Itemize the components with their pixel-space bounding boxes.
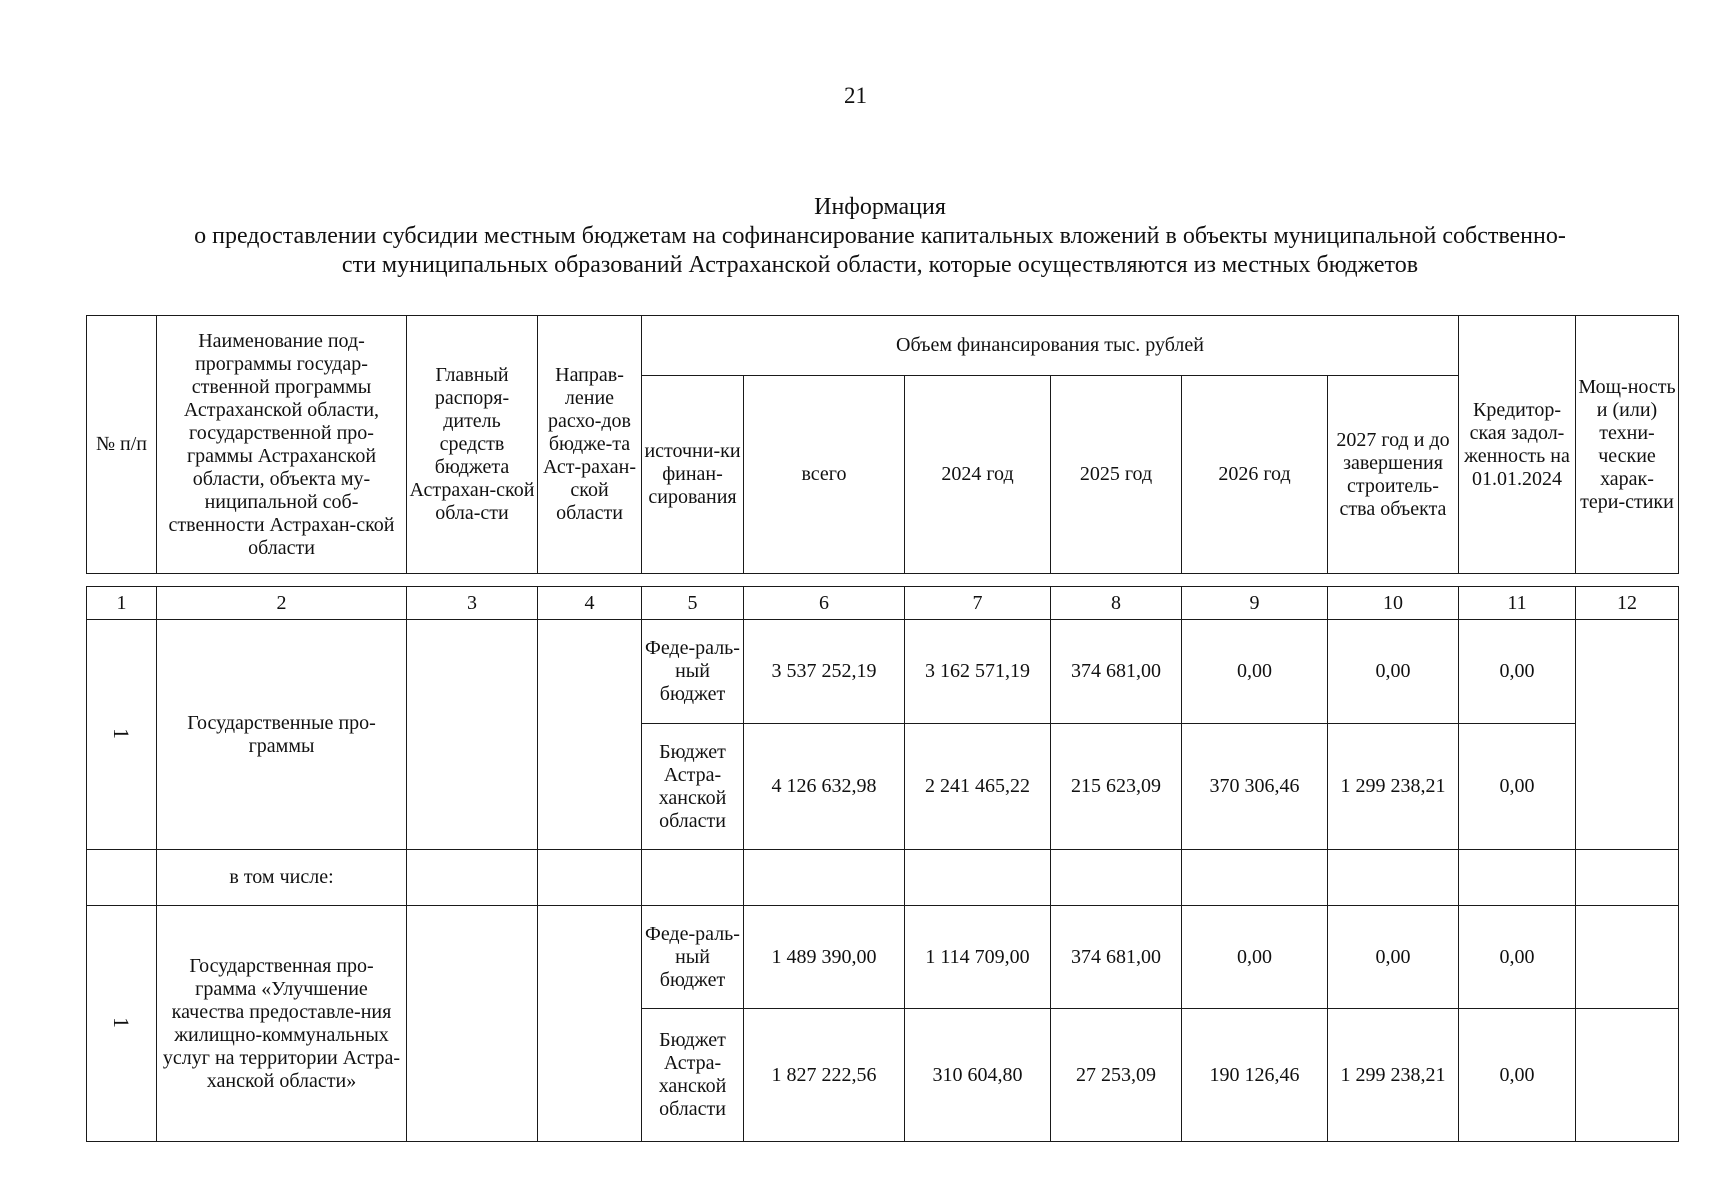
row-number-text: 1: [109, 728, 134, 739]
column-number: 3: [407, 587, 538, 620]
source-federal: Феде-раль-ный бюджет: [642, 906, 744, 1009]
empty-cell: [1182, 850, 1328, 906]
value-2026: 190 126,46: [1182, 1009, 1328, 1142]
source-regional: Бюджет Астра-ханской области: [642, 1009, 744, 1142]
value-2025: 374 681,00: [1051, 620, 1182, 724]
row-number: [87, 620, 157, 850]
value-2027: 1 299 238,21: [1328, 724, 1459, 850]
header-total: всего: [744, 376, 905, 574]
value-2027: 0,00: [1328, 906, 1459, 1009]
header-sources: источни-ки финан-сирования: [642, 376, 744, 574]
value-2024: 1 114 709,00: [905, 906, 1051, 1009]
header-financing-group: Объем финансирования тыс. рублей: [642, 316, 1459, 376]
table-row: [87, 906, 1679, 1009]
value-total: 4 126 632,98: [744, 724, 905, 850]
title-line-2: о предоставлении субсидии местным бюджетам на софинансирование капитальных вложений в объекты муниципальной собственно-: [194, 223, 1566, 249]
row-number: [87, 906, 157, 1142]
header-2027-plus: 2027 год и до завершения строитель-ства объекта: [1328, 376, 1459, 574]
empty-cell: [744, 850, 905, 906]
page-number: 21: [844, 83, 867, 108]
header-capacity: Мощ-ность и (или) техни-ческие харак-тери-стики: [1576, 316, 1679, 574]
value-2025: 27 253,09: [1051, 1009, 1182, 1142]
column-number: 5: [642, 587, 744, 620]
table-row: [87, 620, 1679, 724]
value-2025: 374 681,00: [1051, 906, 1182, 1009]
column-number: 2: [157, 587, 407, 620]
value-2024: 2 241 465,22: [905, 724, 1051, 850]
row-capacity: [1576, 620, 1679, 850]
header-main-manager: Главный распоря-дитель средств бюджета Астрахан-ской обла-сти: [407, 316, 538, 574]
column-number: 11: [1459, 587, 1576, 620]
value-payables: 0,00: [1459, 1009, 1576, 1142]
title-heading: Информация: [814, 194, 946, 220]
value-total: 1 827 222,56: [744, 1009, 905, 1142]
row-capacity: [1576, 906, 1679, 1009]
row-direction: [538, 620, 642, 850]
header-number: № п/п: [87, 316, 157, 574]
column-number: 12: [1576, 587, 1679, 620]
row-manager: [407, 906, 538, 1142]
empty-cell: [538, 850, 642, 906]
header-2025: 2025 год: [1051, 376, 1182, 574]
header-2024: 2024 год: [905, 376, 1051, 574]
column-number: 7: [905, 587, 1051, 620]
value-2024: 310 604,80: [905, 1009, 1051, 1142]
empty-cell: [905, 850, 1051, 906]
empty-cell: [1459, 850, 1576, 906]
column-number: 4: [538, 587, 642, 620]
table-body: [86, 586, 1679, 1142]
column-number: 8: [1051, 587, 1182, 620]
document-title: [100, 193, 1660, 280]
value-payables: 0,00: [1459, 724, 1576, 850]
empty-cell: [407, 850, 538, 906]
value-2026: 0,00: [1182, 906, 1328, 1009]
row-number: [87, 850, 157, 906]
value-2024: 3 162 571,19: [905, 620, 1051, 724]
row-name: Государственная про-грамма «Улучшение качества предоставле-ния жилищно-коммунальных услуг на территории Астра-ханской области»: [157, 906, 407, 1142]
value-total: 3 537 252,19: [744, 620, 905, 724]
empty-cell: [642, 850, 744, 906]
header-name: Наименование под-программы государ-ственной программы Астраханской области, государственной про-граммы Астраханской области, объекта му-ниципальной соб-ственности Астрахан-ской области: [157, 316, 407, 574]
header-payables: Кредитор-ская задол-женность на 01.01.2024: [1459, 316, 1576, 574]
empty-cell: [1051, 850, 1182, 906]
row-direction: [538, 906, 642, 1142]
row-number-text: 1: [109, 1017, 134, 1028]
column-number: 10: [1328, 587, 1459, 620]
value-2025: 215 623,09: [1051, 724, 1182, 850]
header-2026: 2026 год: [1182, 376, 1328, 574]
table-header: [86, 315, 1679, 574]
source-federal: Феде-раль-ный бюджет: [642, 620, 744, 724]
row-name: Государственные про-граммы: [157, 620, 407, 850]
row-capacity: [1576, 1009, 1679, 1142]
including-label: в том числе:: [157, 850, 407, 906]
value-total: 1 489 390,00: [744, 906, 905, 1009]
value-2027: 0,00: [1328, 620, 1459, 724]
value-2027: 1 299 238,21: [1328, 1009, 1459, 1142]
value-2026: 370 306,46: [1182, 724, 1328, 850]
value-payables: 0,00: [1459, 620, 1576, 724]
header-expense-direction: Направ-ление расхо-дов бюдже-та Аст-рахан-ской области: [538, 316, 642, 574]
value-2026: 0,00: [1182, 620, 1328, 724]
table-row: [87, 850, 1679, 906]
empty-cell: [1576, 850, 1679, 906]
column-number-row: [87, 587, 1679, 620]
column-number: 9: [1182, 587, 1328, 620]
column-number: 6: [744, 587, 905, 620]
source-regional: Бюджет Астра-ханской области: [642, 724, 744, 850]
value-payables: 0,00: [1459, 906, 1576, 1009]
title-line-3: сти муниципальных образований Астраханской области, которые осуществляются из местных бюджетов: [341, 252, 1419, 278]
row-manager: [407, 620, 538, 850]
column-number: 1: [87, 587, 157, 620]
empty-cell: [1328, 850, 1459, 906]
